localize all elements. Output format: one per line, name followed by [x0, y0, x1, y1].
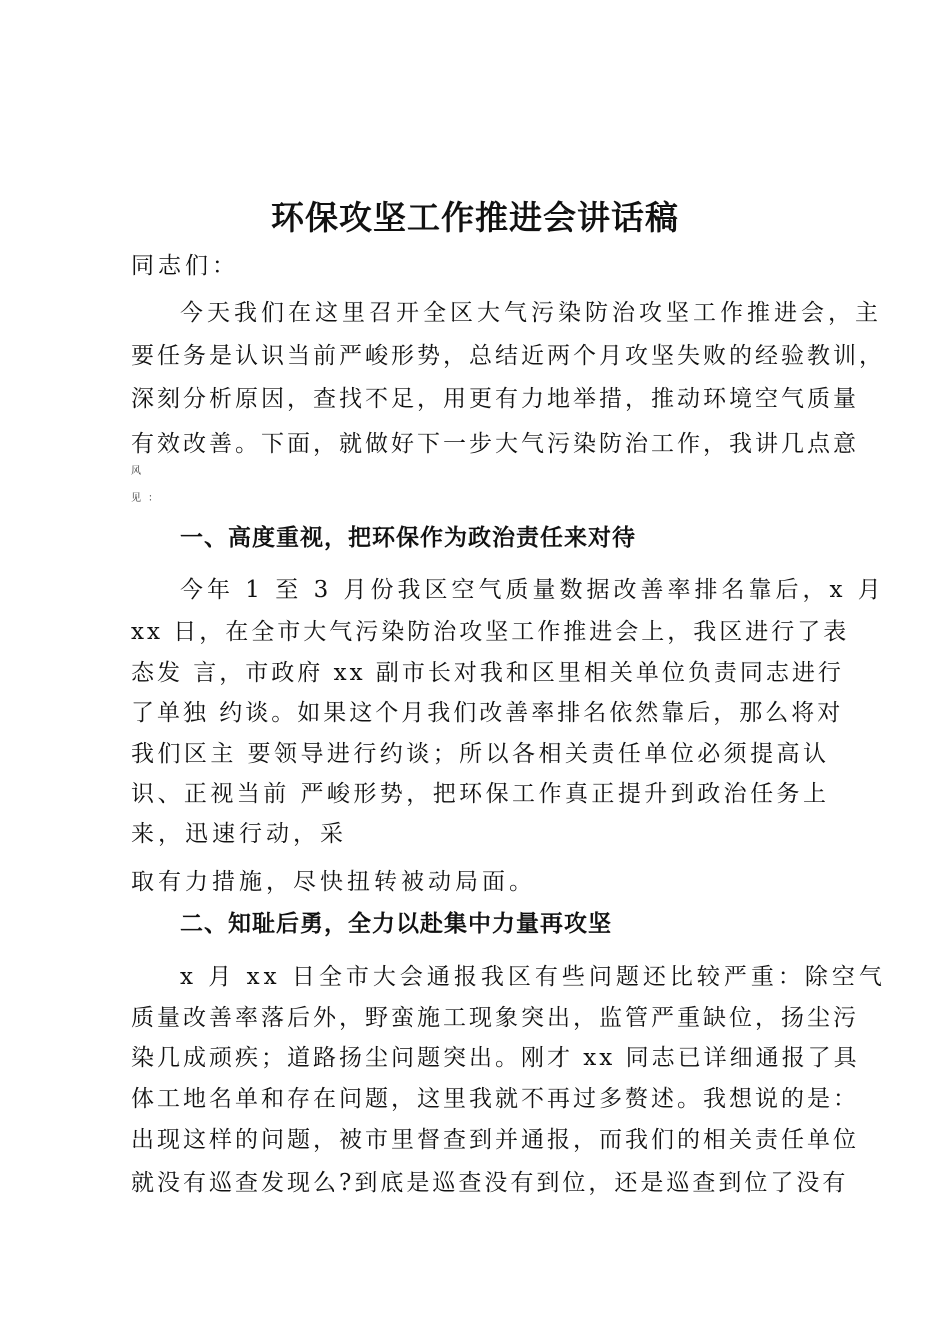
section2-line: x 月 xx 日全市大会通报我区有些问题还比较严重：除空气 — [180, 964, 886, 990]
section2-line: 体工地名单和存在问题，这里我就不再过多赘述。我想说的是： — [131, 1086, 859, 1112]
section2-line: 质量改善率落后外，野蛮施工现象突出，监管严重缺位，扬尘污 — [131, 1005, 859, 1031]
section1-line: 来，迅速行动，采 — [131, 821, 347, 847]
section-heading: 一、高度重视，把环保作为政治责任来对待 — [180, 525, 636, 551]
intro-line: 今天我们在这里召开全区大气污染防治攻坚工作推进会，主 — [180, 300, 882, 326]
section1-line: 取有力措施，尽快扭转被动局面。 — [131, 869, 536, 895]
intro-line: 要任务是认识当前严峻形势，总结近两个月攻坚失败的经验教训， — [131, 343, 885, 369]
section1-line: xx 日，在全市大气污染防治攻坚工作推进会上，我区进行了表 — [131, 619, 850, 645]
intro-tail: 风 — [131, 466, 143, 477]
intro-line: 深刻分析原因，查找不足，用更有力地举措，推动环境空气质量 — [131, 386, 859, 412]
intro-tail: 见 ： — [131, 493, 161, 504]
section2-line: 就没有巡查发现么?到底是巡查没有到位，还是巡查到位了没有 — [131, 1170, 849, 1196]
section1-line: 了单独 约谈。如果这个月我们改善率排名依然靠后，那么将对 — [131, 700, 844, 726]
section1-line: 识、正视当前 严峻形势，把环保工作真正提升到政治任务上 — [131, 781, 829, 807]
salutation: 同志们： — [131, 253, 239, 279]
section2-line: 染几成顽疾；道路扬尘问题突出。刚才 xx 同志已详细通报了具 — [131, 1045, 860, 1071]
section1-line: 我们区主 要领导进行约谈；所以各相关责任单位必须提高认 — [131, 741, 829, 767]
intro-line: 有效改善。下面，就做好下一步大气污染防治工作，我讲几点意 — [131, 431, 859, 457]
section1-line: 今年 1 至 3 月份我区空气质量数据改善率排名靠后，x 月 — [180, 577, 885, 603]
section1-line: 态发 言，市政府 xx 副市长对我和区里相关单位负责同志进行 — [131, 660, 844, 686]
document-title: 环保攻坚工作推进会讲话稿 — [271, 198, 679, 237]
section2-line: 出现这样的问题，被市里督查到并通报，而我们的相关责任单位 — [131, 1127, 859, 1153]
section-heading: 二、知耻后勇，全力以赴集中力量再攻坚 — [180, 911, 612, 937]
